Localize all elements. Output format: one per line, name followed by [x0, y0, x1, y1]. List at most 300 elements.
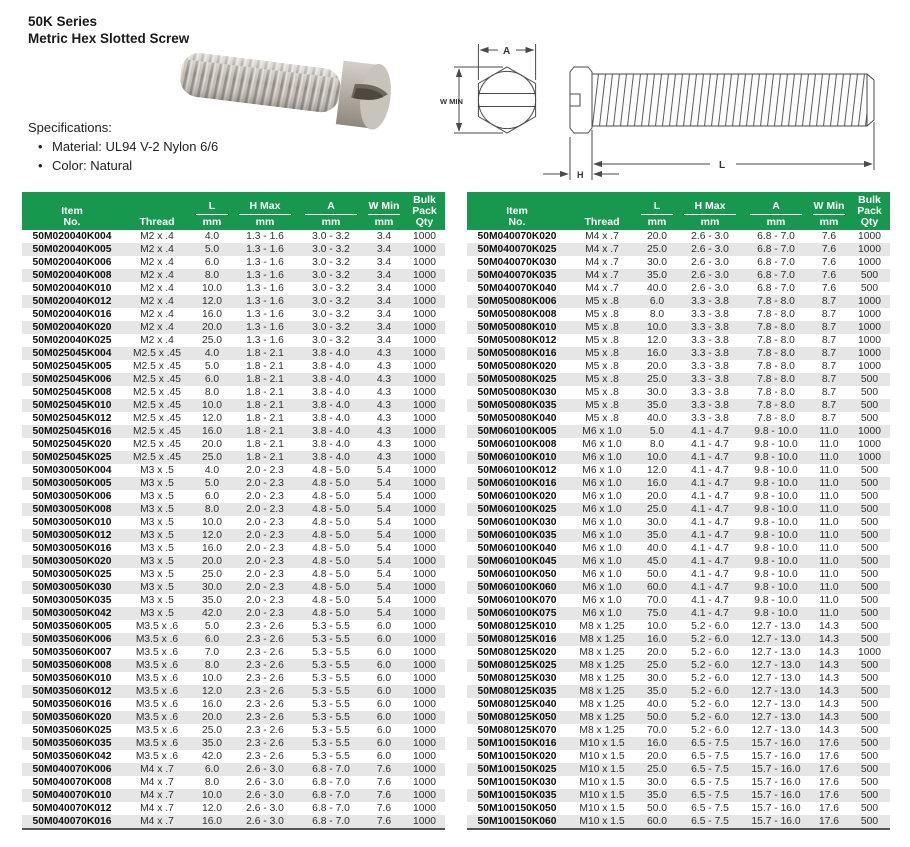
table-row: [467, 581, 890, 594]
cell-h-max-mm: 1.3 - 1.6: [232, 295, 298, 308]
cell-thread: M8 x 1.25: [579, 673, 625, 684]
cell-h-max-mm: 2.0 - 2.3: [246, 595, 284, 606]
table-row: [22, 802, 445, 815]
cell-h-max-mm: 2.6 - 3.0: [246, 777, 284, 788]
cell-l-mm: 12.0: [646, 465, 668, 476]
cell-bulk-pack-qty: 1000: [413, 491, 436, 502]
cell-w-min-mm: 4.3: [364, 347, 404, 360]
cell-h-max-mm: 6.5 - 7.5: [677, 763, 743, 776]
cell-bulk-pack-qty: 1000: [858, 335, 881, 346]
cell-l-mm: 10.0: [192, 399, 232, 412]
cell-thread: M10 x 1.5: [567, 737, 637, 750]
cell-thread: M3.5 x .6: [122, 685, 192, 698]
cell-h-max-mm: 2.3 - 2.6: [246, 725, 284, 736]
cell-item-no: 50M025045K004: [22, 347, 122, 360]
dim-label-h: H: [577, 170, 584, 180]
table-row: [22, 672, 445, 685]
cell-thread: M6 x 1.0: [582, 595, 622, 606]
cell-item-no: 50M100150K050: [477, 803, 557, 814]
cell-item-no: 50M025045K010: [22, 399, 122, 412]
cell-item-no: 50M035060K008: [22, 659, 122, 672]
cell-w-min-mm: 3.4: [376, 257, 392, 268]
cell-h-max-mm: 2.6 - 3.0: [232, 789, 298, 802]
cell-l-mm: 60.0: [637, 815, 677, 829]
table-row: [467, 373, 890, 386]
cell-w-min-mm: 11.0: [809, 607, 849, 620]
cell-thread: M3 x .5: [140, 543, 174, 554]
cell-l-mm: 42.0: [201, 751, 223, 762]
table-row: [22, 360, 445, 373]
cell-thread: M6 x 1.0: [567, 581, 637, 594]
table-row: [467, 269, 890, 282]
cell-thread: M2.5 x .45: [122, 399, 192, 412]
column-header-item-no: Item No.: [22, 192, 122, 230]
cell-l-mm: 25.0: [637, 243, 677, 256]
cell-a-mm: 6.8 - 7.0: [757, 231, 795, 242]
cell-item-no: 50M040070K010: [22, 789, 122, 802]
cell-bulk-pack-qty: 500: [849, 685, 890, 698]
cell-l-mm: 50.0: [646, 569, 668, 580]
cell-h-max-mm: 2.6 - 3.0: [246, 803, 284, 814]
table-row: [467, 490, 890, 503]
table-row: [22, 607, 445, 620]
cell-bulk-pack-qty: 1000: [404, 503, 445, 516]
cell-item-no: 50M030050K035: [32, 595, 112, 606]
cell-thread: M2.5 x .45: [132, 413, 182, 424]
cell-a-mm: 3.0 - 3.2: [298, 269, 364, 282]
cell-bulk-pack-qty: 500: [849, 737, 890, 750]
cell-w-min-mm: 6.0: [376, 673, 392, 684]
cell-thread: M3 x .5: [140, 465, 174, 476]
cell-item-no: 50M100150K035: [467, 789, 567, 802]
cell-bulk-pack-qty: 500: [849, 269, 890, 282]
cell-w-min-mm: 5.4: [376, 491, 392, 502]
cell-thread: M8 x 1.25: [579, 647, 625, 658]
cell-h-max-mm: 4.1 - 4.7: [691, 439, 729, 450]
cell-l-mm: 70.0: [646, 595, 668, 606]
cell-thread: M4 x .7: [140, 777, 174, 788]
cell-w-min-mm: 7.6: [364, 789, 404, 802]
cell-thread: M6 x 1.0: [567, 607, 637, 620]
cell-l-mm: 25.0: [201, 725, 223, 736]
cell-item-no: 50M040070K016: [22, 815, 122, 829]
table-row: [467, 503, 890, 516]
cell-item-no: 50M025045K025: [22, 451, 122, 464]
cell-item-no: 50M030050K008: [22, 503, 122, 516]
cell-a-mm: 7.8 - 8.0: [757, 335, 795, 346]
cell-a-mm: 15.7 - 16.0: [743, 737, 809, 750]
cell-l-mm: 60.0: [637, 581, 677, 594]
cell-h-max-mm: 1.3 - 1.6: [232, 269, 298, 282]
table-row: [22, 724, 445, 737]
cell-h-max-mm: 3.3 - 3.8: [691, 413, 729, 424]
cell-w-min-mm: 7.6: [809, 269, 849, 282]
cell-item-no: 50M060100K025: [467, 503, 567, 516]
table-row: [467, 802, 890, 815]
cell-a-mm: 5.3 - 5.5: [298, 711, 364, 724]
cell-a-mm: 9.8 - 10.0: [743, 529, 809, 542]
cell-l-mm: 50.0: [646, 803, 668, 814]
cell-h-max-mm: 1.8 - 2.1: [232, 347, 298, 360]
cell-l-mm: 12.0: [646, 335, 668, 346]
bullet-icon: •: [38, 158, 43, 173]
cell-item-no: 50M060100K035: [467, 529, 567, 542]
cell-item-no: 50M025045K008: [32, 387, 112, 398]
cell-item-no: 50M030050K006: [32, 491, 112, 502]
cell-item-no: 50M080125K030: [477, 673, 557, 684]
cell-bulk-pack-qty: 1000: [404, 451, 445, 464]
cell-bulk-pack-qty: 500: [860, 387, 879, 398]
cell-w-min-mm: 14.3: [818, 699, 840, 710]
cell-l-mm: 30.0: [192, 581, 232, 594]
table-row: [22, 490, 445, 503]
cell-a-mm: 5.3 - 5.5: [312, 621, 350, 632]
cell-bulk-pack-qty: 1000: [413, 647, 436, 658]
cell-item-no: 50M050080K012: [477, 335, 557, 346]
cell-h-max-mm: 4.1 - 4.7: [691, 517, 729, 528]
cell-a-mm: 3.0 - 3.2: [312, 257, 350, 268]
cell-item-no: 50M060100K005: [467, 425, 567, 438]
cell-a-mm: 7.8 - 8.0: [757, 387, 795, 398]
cell-item-no: 50M030050K042: [22, 607, 122, 620]
cell-l-mm: 35.0: [637, 685, 677, 698]
cell-item-no: 50M100150K020: [477, 751, 557, 762]
cell-a-mm: 9.8 - 10.0: [754, 491, 798, 502]
cell-bulk-pack-qty: 1000: [413, 387, 436, 398]
cell-item-no: 50M020040K005: [22, 243, 122, 256]
spec-item-color: • Color: Natural: [38, 158, 133, 173]
cell-a-mm: 4.8 - 5.0: [312, 595, 350, 606]
cell-item-no: 50M060100K020: [477, 491, 557, 502]
cell-l-mm: 5.0: [192, 243, 232, 256]
cell-w-min-mm: 8.7: [821, 387, 837, 398]
cell-thread: M10 x 1.5: [567, 789, 637, 802]
cell-a-mm: 9.8 - 10.0: [743, 607, 809, 620]
cell-l-mm: 20.0: [646, 361, 668, 372]
cell-item-no: 50M035060K010: [32, 673, 112, 684]
cell-bulk-pack-qty: 1000: [413, 595, 436, 606]
cell-h-max-mm: 5.2 - 6.0: [691, 699, 729, 710]
cell-thread: M4 x .7: [122, 789, 192, 802]
cell-a-mm: 12.7 - 13.0: [743, 659, 809, 672]
cell-h-max-mm: 1.8 - 2.1: [246, 413, 284, 424]
cell-bulk-pack-qty: 1000: [404, 659, 445, 672]
cell-h-max-mm: 1.8 - 2.1: [246, 439, 284, 450]
cell-h-max-mm: 2.0 - 2.3: [232, 529, 298, 542]
cell-w-min-mm: 4.3: [376, 361, 392, 372]
cell-thread: M4 x .7: [585, 283, 619, 294]
cell-w-min-mm: 6.0: [376, 751, 392, 762]
cell-a-mm: 3.8 - 4.0: [312, 439, 350, 450]
table-row: [22, 373, 445, 386]
cell-w-min-mm: 7.6: [376, 803, 392, 814]
cell-thread: M6 x 1.0: [567, 503, 637, 516]
table-row: [467, 789, 890, 802]
column-header-a-mm: A mm: [743, 192, 809, 230]
cell-w-min-mm: 14.3: [818, 673, 840, 684]
cell-a-mm: 12.7 - 13.0: [751, 621, 801, 632]
cell-w-min-mm: 17.6: [809, 763, 849, 776]
cell-h-max-mm: 6.5 - 7.5: [691, 751, 729, 762]
column-header-w-min-mm: W Min mm: [809, 192, 849, 230]
cell-w-min-mm: 11.0: [809, 529, 849, 542]
cell-h-max-mm: 5.2 - 6.0: [691, 725, 729, 736]
cell-w-min-mm: 11.0: [809, 503, 849, 516]
cell-w-min-mm: 11.0: [809, 555, 849, 568]
specifications: [28, 120, 218, 176]
column-header-a-mm: A mm: [298, 192, 364, 230]
cell-h-max-mm: 2.6 - 3.0: [691, 231, 729, 242]
cell-a-mm: 12.7 - 13.0: [751, 699, 801, 710]
cell-w-min-mm: 6.0: [364, 737, 404, 750]
cell-w-min-mm: 3.4: [364, 269, 404, 282]
cell-bulk-pack-qty: 500: [849, 711, 890, 724]
table-row: [22, 646, 445, 659]
cell-h-max-mm: 2.6 - 3.0: [232, 815, 298, 829]
cell-bulk-pack-qty: 500: [849, 607, 890, 620]
table-row: [467, 737, 890, 750]
cell-thread: M5 x .8: [585, 335, 619, 346]
cell-a-mm: 4.8 - 5.0: [298, 607, 364, 620]
cell-thread: M8 x 1.25: [567, 633, 637, 646]
cell-l-mm: 8.0: [192, 659, 232, 672]
cell-item-no: 50M060100K016: [467, 477, 567, 490]
dim-label-a: A: [503, 46, 511, 57]
cell-a-mm: 7.8 - 8.0: [743, 321, 809, 334]
cell-a-mm: 3.8 - 4.0: [298, 451, 364, 464]
cell-item-no: 50M025045K016: [22, 425, 122, 438]
cell-item-no: 50M035060K042: [32, 751, 112, 762]
cell-item-no: 50M040070K012: [32, 803, 112, 814]
cell-bulk-pack-qty: 500: [860, 621, 879, 632]
cell-w-min-mm: 6.0: [376, 725, 392, 736]
cell-w-min-mm: 6.0: [376, 699, 392, 710]
cell-l-mm: 20.0: [646, 751, 668, 762]
cell-h-max-mm: 4.1 - 4.7: [677, 555, 743, 568]
cell-h-max-mm: 4.1 - 4.7: [691, 543, 729, 554]
cell-h-max-mm: 2.6 - 3.0: [691, 257, 729, 268]
cell-h-max-mm: 4.1 - 4.7: [691, 465, 729, 476]
cell-bulk-pack-qty: 500: [860, 673, 879, 684]
cell-thread: M2 x .4: [140, 309, 174, 320]
cell-thread: M10 x 1.5: [567, 815, 637, 829]
cell-bulk-pack-qty: 1000: [858, 231, 881, 242]
cell-l-mm: 25.0: [637, 373, 677, 386]
cell-a-mm: 4.8 - 5.0: [298, 477, 364, 490]
cell-bulk-pack-qty: 1000: [413, 621, 436, 632]
cell-thread: M3.5 x .6: [122, 737, 192, 750]
cell-a-mm: 4.8 - 5.0: [312, 543, 350, 554]
column-header-l-mm: L mm: [192, 192, 232, 230]
cell-l-mm: 16.0: [637, 347, 677, 360]
cell-item-no: 50M030050K004: [32, 465, 112, 476]
cell-l-mm: 16.0: [192, 815, 232, 829]
table-row: [467, 451, 890, 464]
cell-h-max-mm: 5.2 - 6.0: [677, 711, 743, 724]
cell-bulk-pack-qty: 1000: [413, 777, 436, 788]
cell-a-mm: 9.8 - 10.0: [754, 569, 798, 580]
cell-h-max-mm: 2.0 - 2.3: [246, 569, 284, 580]
table-row: [22, 594, 445, 607]
cell-thread: M5 x .8: [585, 361, 619, 372]
cell-bulk-pack-qty: 1000: [413, 413, 436, 424]
cell-w-min-mm: 6.0: [376, 621, 392, 632]
cell-h-max-mm: 1.3 - 1.6: [246, 231, 284, 242]
cell-bulk-pack-qty: 500: [849, 633, 890, 646]
cell-bulk-pack-qty: 500: [860, 751, 879, 762]
cell-h-max-mm: 2.6 - 3.0: [691, 283, 729, 294]
cell-h-max-mm: 5.2 - 6.0: [677, 659, 743, 672]
cell-h-max-mm: 2.0 - 2.3: [232, 581, 298, 594]
cell-h-max-mm: 5.2 - 6.0: [691, 673, 729, 684]
cell-thread: M3 x .5: [140, 491, 174, 502]
cell-a-mm: 3.8 - 4.0: [312, 361, 350, 372]
cell-h-max-mm: 2.3 - 2.6: [232, 659, 298, 672]
cell-bulk-pack-qty: 500: [849, 555, 890, 568]
cell-l-mm: 25.0: [637, 503, 677, 516]
cell-a-mm: 4.8 - 5.0: [312, 491, 350, 502]
cell-item-no: 50M060100K050: [477, 569, 557, 580]
table-row: [467, 542, 890, 555]
table-row: [467, 555, 890, 568]
cell-thread: M10 x 1.5: [567, 763, 637, 776]
table-row: [467, 568, 890, 581]
cell-w-min-mm: 8.7: [809, 373, 849, 386]
cell-bulk-pack-qty: 1000: [858, 439, 881, 450]
cell-h-max-mm: 2.6 - 3.0: [232, 763, 298, 776]
cell-l-mm: 4.0: [204, 231, 220, 242]
table-row: [22, 789, 445, 802]
cell-thread: M3 x .5: [140, 569, 174, 580]
cell-l-mm: 10.0: [201, 283, 223, 294]
cell-l-mm: 10.0: [646, 621, 668, 632]
table-row: [467, 308, 890, 321]
cell-bulk-pack-qty: 500: [849, 789, 890, 802]
cell-w-min-mm: 17.6: [818, 803, 840, 814]
cell-w-min-mm: 17.6: [818, 751, 840, 762]
cell-h-max-mm: 3.3 - 3.8: [677, 373, 743, 386]
cell-item-no: 50M025045K005: [32, 361, 112, 372]
cell-w-min-mm: 3.4: [376, 283, 392, 294]
table-row: [22, 425, 445, 438]
cell-w-min-mm: 14.3: [809, 659, 849, 672]
cell-bulk-pack-qty: 1000: [404, 373, 445, 386]
cell-h-max-mm: 1.8 - 2.1: [232, 373, 298, 386]
cell-w-min-mm: 14.3: [818, 647, 840, 658]
cell-a-mm: 7.8 - 8.0: [743, 295, 809, 308]
cell-thread: M3.5 x .6: [135, 725, 179, 736]
cell-item-no: 50M040070K008: [32, 777, 112, 788]
cell-thread: M3.5 x .6: [135, 751, 179, 762]
cell-a-mm: 7.8 - 8.0: [757, 309, 795, 320]
cell-h-max-mm: 2.3 - 2.6: [246, 673, 284, 684]
cell-l-mm: 8.0: [192, 269, 232, 282]
cell-thread: M5 x .8: [567, 373, 637, 386]
cell-bulk-pack-qty: 1000: [858, 361, 881, 372]
cell-thread: M2 x .4: [140, 283, 174, 294]
cell-thread: M6 x 1.0: [582, 543, 622, 554]
cell-thread: M2 x .4: [122, 243, 192, 256]
cell-a-mm: 5.3 - 5.5: [312, 699, 350, 710]
cell-l-mm: 30.0: [646, 387, 668, 398]
table-row: [467, 815, 890, 829]
table-row: [467, 607, 890, 620]
cell-h-max-mm: 2.3 - 2.6: [232, 737, 298, 750]
cell-h-max-mm: 3.3 - 3.8: [691, 361, 729, 372]
cell-a-mm: 15.7 - 16.0: [751, 777, 801, 788]
cell-item-no: 50M020040K010: [32, 283, 112, 294]
cell-w-min-mm: 4.3: [364, 451, 404, 464]
cell-w-min-mm: 11.0: [809, 581, 849, 594]
cell-w-min-mm: 4.3: [376, 439, 392, 450]
table-row: [22, 464, 445, 477]
cell-h-max-mm: 4.1 - 4.7: [677, 529, 743, 542]
cell-bulk-pack-qty: 500: [849, 529, 890, 542]
column-header-item-no: Item No.: [467, 192, 567, 230]
cell-w-min-mm: 4.3: [376, 413, 392, 424]
dimension-diagram: [440, 22, 905, 187]
cell-item-no: 50M060100K008: [477, 439, 557, 450]
cell-l-mm: 25.0: [637, 659, 677, 672]
table-row: [467, 412, 890, 425]
cell-a-mm: 5.3 - 5.5: [298, 737, 364, 750]
cell-a-mm: 4.8 - 5.0: [298, 555, 364, 568]
table-row: [22, 295, 445, 308]
cell-l-mm: 20.0: [192, 711, 232, 724]
table-row: [22, 334, 445, 347]
cell-bulk-pack-qty: 1000: [413, 465, 436, 476]
cell-h-max-mm: 5.2 - 6.0: [691, 647, 729, 658]
cell-a-mm: 9.8 - 10.0: [743, 425, 809, 438]
table-row: [467, 711, 890, 724]
cell-l-mm: 40.0: [646, 283, 668, 294]
cell-item-no: 50M025045K006: [22, 373, 122, 386]
table-row: [467, 230, 890, 243]
cell-item-no: 50M020040K004: [32, 231, 112, 242]
cell-thread: M2 x .4: [140, 231, 174, 242]
cell-a-mm: 5.3 - 5.5: [312, 751, 350, 762]
cell-item-no: 50M035060K006: [22, 633, 122, 646]
cell-bulk-pack-qty: 1000: [849, 243, 890, 256]
cell-thread: M4 x .7: [122, 815, 192, 829]
cell-l-mm: 6.0: [192, 373, 232, 386]
cell-bulk-pack-qty: 500: [860, 725, 879, 736]
cell-bulk-pack-qty: 1000: [404, 477, 445, 490]
cell-w-min-mm: 5.4: [364, 477, 404, 490]
cell-l-mm: 20.0: [201, 439, 223, 450]
cell-item-no: 50M060100K030: [477, 517, 557, 528]
cell-thread: M3 x .5: [122, 529, 192, 542]
cell-item-no: 50M035060K035: [22, 737, 122, 750]
cell-bulk-pack-qty: 500: [860, 699, 879, 710]
cell-h-max-mm: 2.0 - 2.3: [232, 607, 298, 620]
cell-thread: M10 x 1.5: [579, 751, 625, 762]
cell-bulk-pack-qty: 1000: [404, 763, 445, 776]
cell-bulk-pack-qty: 1000: [404, 685, 445, 698]
cell-a-mm: 3.0 - 3.2: [298, 243, 364, 256]
cell-a-mm: 9.8 - 10.0: [754, 517, 798, 528]
cell-h-max-mm: 4.1 - 4.7: [691, 595, 729, 606]
cell-w-min-mm: 17.6: [809, 815, 849, 829]
cell-a-mm: 9.8 - 10.0: [754, 595, 798, 606]
cell-bulk-pack-qty: 500: [849, 815, 890, 829]
cell-a-mm: 12.7 - 13.0: [743, 685, 809, 698]
table-row: [22, 477, 445, 490]
cell-h-max-mm: 1.3 - 1.6: [232, 321, 298, 334]
cell-l-mm: 12.0: [192, 529, 232, 542]
cell-a-mm: 6.8 - 7.0: [298, 815, 364, 829]
cell-a-mm: 3.8 - 4.0: [298, 373, 364, 386]
